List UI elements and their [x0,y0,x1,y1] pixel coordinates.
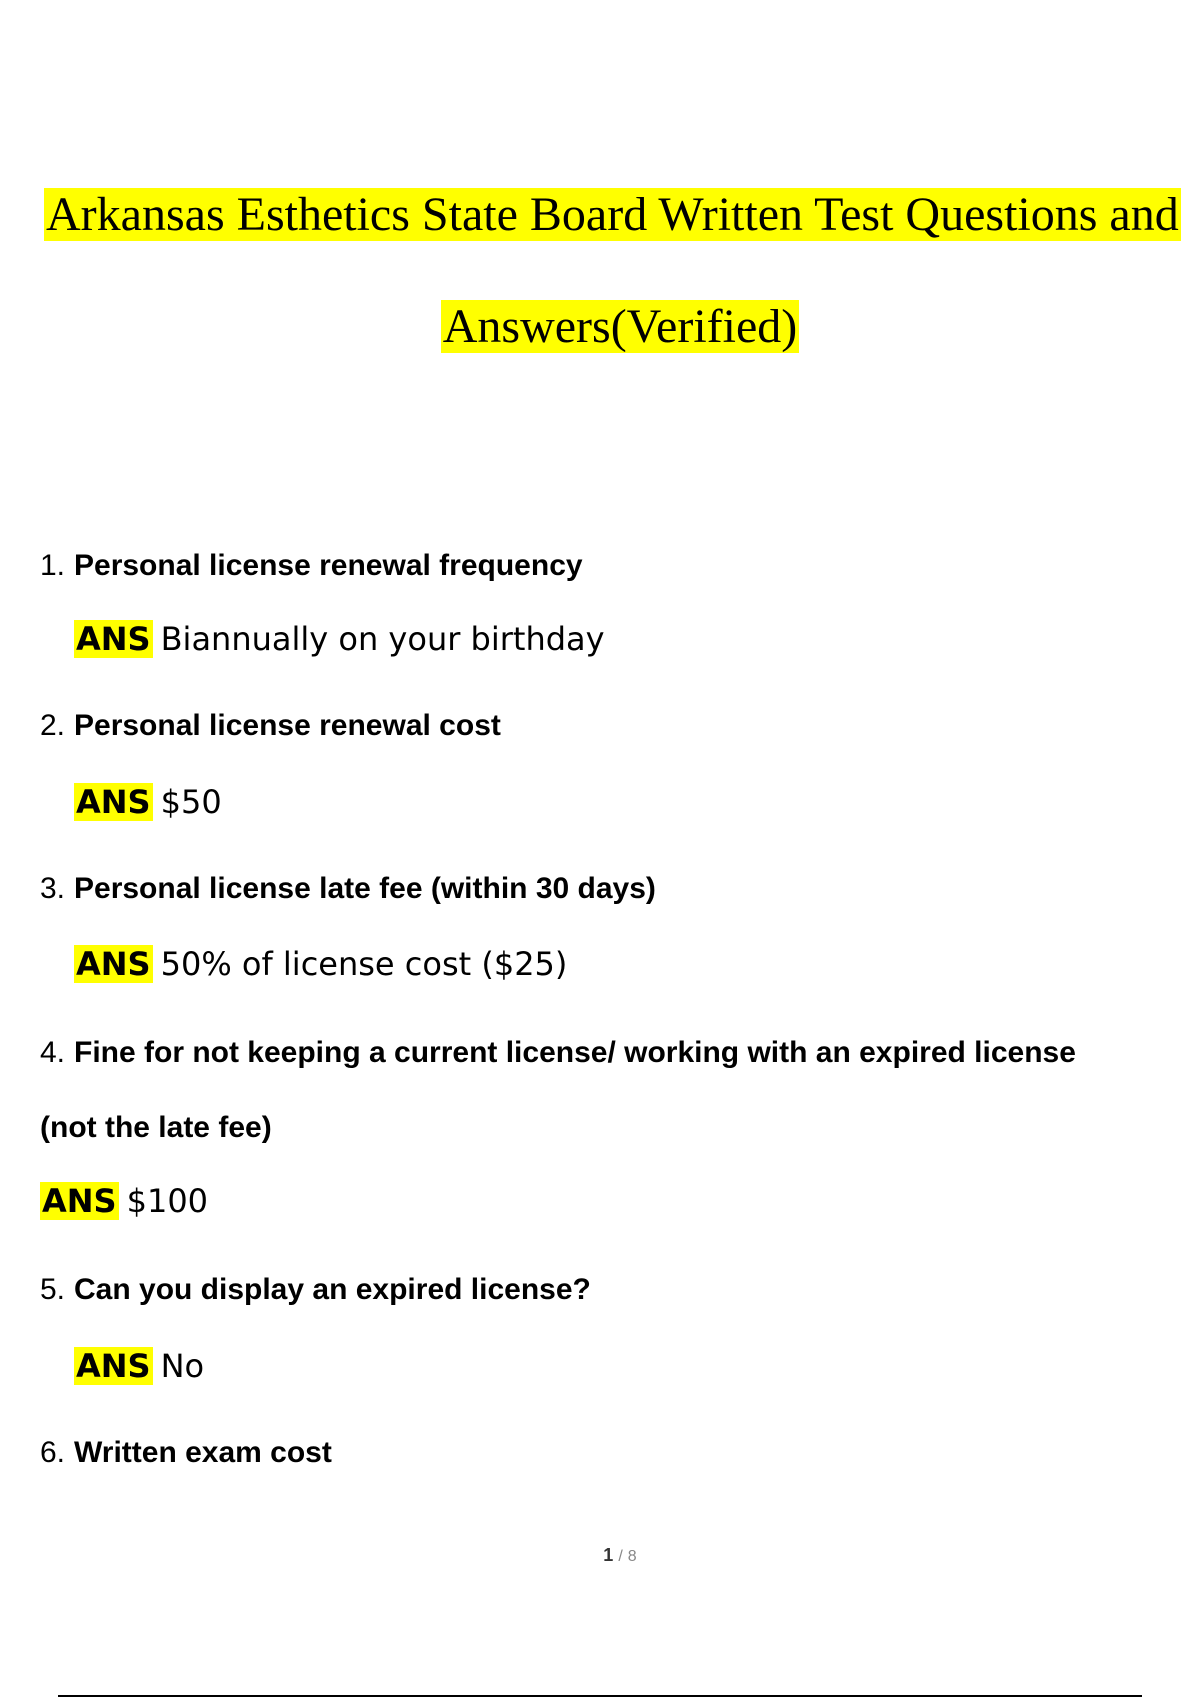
answer-4 [40,1181,208,1221]
question-text: Personal license late fee (within 30 days) [74,872,656,905]
page-separator: / [618,1548,623,1565]
answer-3 [74,944,567,984]
title-highlight: Arkansas Esthetics State Board Written Test Questions and [46,188,1179,241]
page-current: 1 [603,1545,614,1565]
question-number: 5. [40,1273,66,1306]
answer-text: $100 [126,1182,209,1220]
question-2 [40,708,501,744]
question-text: Personal license renewal cost [74,709,501,742]
answer-text: 50% of license cost ($25) [160,945,568,983]
answer-2 [74,782,222,822]
question-text: Can you display an expired license? [74,1273,591,1306]
title-highlight: Answers(Verified) [442,300,798,353]
page-indicator [0,1545,1200,1566]
question-number: 1. [40,549,66,582]
answer-text: $50 [160,783,222,821]
question-text: Fine for not keeping a current license/ working with an expired license [74,1036,1076,1069]
answer-tag: ANS [76,783,151,821]
question-5 [40,1272,591,1308]
question-number: 6. [40,1436,66,1469]
question-number: 4. [40,1036,66,1069]
answer-tag: ANS [42,1182,117,1220]
question-text: Personal license renewal frequency [74,549,583,582]
question-number: 3. [40,872,66,905]
answer-1 [74,619,605,659]
question-6 [40,1435,332,1471]
answer-text: Biannually on your birthday [160,620,605,658]
answer-tag: ANS [76,620,151,658]
document-title-line-1 [44,187,1181,243]
answer-text: No [160,1347,205,1385]
question-1 [40,548,583,584]
question-text: Written exam cost [74,1436,332,1469]
page-total: 8 [627,1548,637,1565]
answer-5 [74,1346,204,1386]
question-3 [40,871,656,907]
answer-tag: ANS [76,945,151,983]
question-number: 2. [40,709,66,742]
document-title-line-2 [0,299,1200,355]
question-4 [40,1035,1076,1071]
question-4-continuation: (not the late fee) [40,1111,272,1144]
answer-tag: ANS [76,1347,151,1385]
bottom-divider [58,1695,1142,1697]
